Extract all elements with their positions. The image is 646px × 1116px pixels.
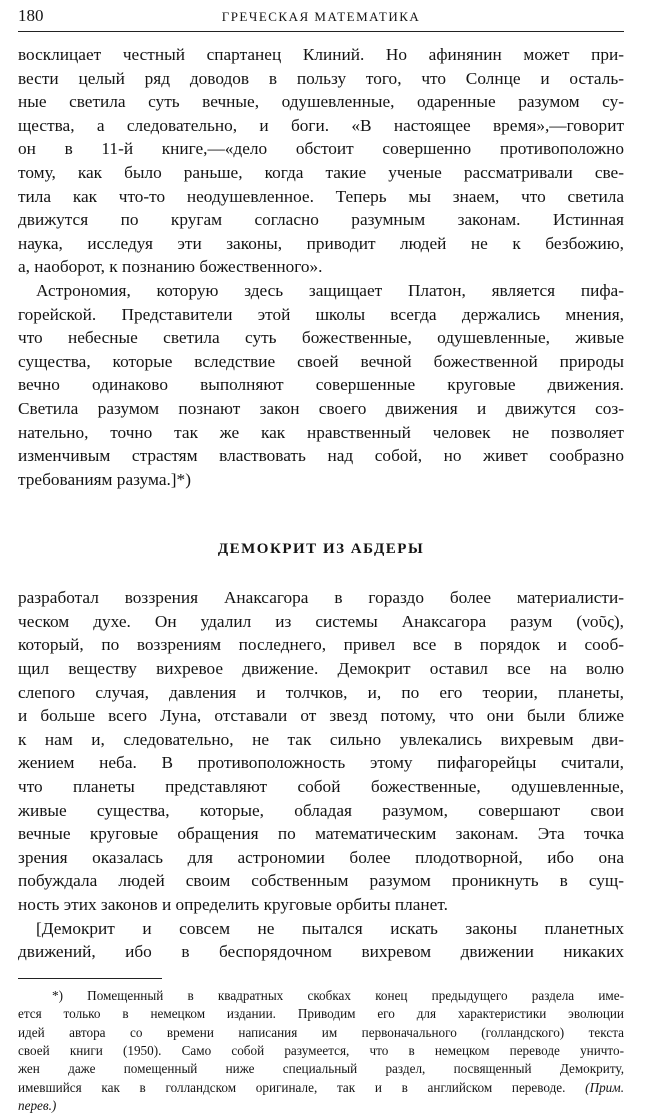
- text-line: зрения оказалась для астрономии более плодотворной, ибо она: [18, 847, 624, 867]
- footnote-line: ется только в немецком издании. Приводим его для характеристики эволюции: [18, 1006, 624, 1022]
- running-title: ГРЕЧЕСКАЯ МАТЕМАТИКА: [221, 9, 421, 24]
- footnote-line: идей автора со времени написания им первоначального (голландского) текста: [18, 1024, 624, 1040]
- text-line: вечно одинаково выполняют совершенные круговые движения.: [18, 375, 624, 395]
- running-head: [18, 6, 624, 32]
- footnote-line: [18, 1079, 624, 1097]
- text-line: разработал воззрения Анаксагора в гораздо более материалисти-: [18, 588, 624, 608]
- text-line: Астрономия, которую здесь защищает Платон, является пифа-: [36, 280, 624, 300]
- footnote: [18, 987, 624, 1116]
- text-line: и больше всего Луна, отставали от звезд потому, что они были ближе: [18, 706, 624, 726]
- paragraph-democritus-bracket: [18, 917, 624, 964]
- text-line: а, наоборот, к познанию божественного».: [18, 257, 323, 277]
- text-line: слепого случая, давления и толчков, и, по его теории, планеты,: [18, 682, 624, 702]
- text-line: движутся по кругам согласно разумным законам. Истинная: [18, 210, 624, 230]
- text-line: Светила разумом познают закон своего движения и движутся соз-: [18, 398, 624, 418]
- text-line: к нам и, следовательно, не так сильно увлекались вихревым дви-: [18, 729, 624, 749]
- footnote-translator-note: (Прим.: [585, 1079, 624, 1095]
- text-line: что планеты представляют собой божественные, одушевленные,: [18, 777, 624, 797]
- text-line: восклицает честный спартанец Клиний. Но афинянин может при-: [18, 45, 624, 64]
- footnote-line: своей книги (1950). Само собой разумеется, что в немецком переводе уничто-: [18, 1042, 624, 1058]
- text-line: что небесные светила суть божественные, одушевленные, живые: [18, 328, 624, 348]
- text-line: он в 11-й книге,—«дело обстоит совершенно противоположно: [18, 139, 624, 159]
- text-line: нательно, точно так же как нравственный человек не позволяет: [18, 422, 624, 442]
- text-line: побуждала людей своим собственным разумом проникнуть в сущ-: [18, 871, 624, 891]
- text-line: [Демокрит и совсем не пытался искать законы планетных: [36, 918, 624, 938]
- text-line: горейской. Представители этой школы всегда держались мнения,: [18, 304, 624, 324]
- text-line: требованиям разума.]*): [18, 469, 191, 489]
- footnote-rule: [18, 978, 162, 979]
- text-line: который, по воззрениям последнего, привел все в порядок и сооб-: [18, 635, 624, 655]
- text-line: вести целый ряд доводов в пользу того, что Солнце и осталь-: [18, 68, 624, 88]
- section-heading: ДЕМОКРИТ ИЗ АБДЕРЫ: [217, 541, 425, 558]
- paragraph-clinias-continuation: [18, 43, 624, 279]
- text-line: живые существа, которые, обладая разумом, совершают свои: [18, 800, 624, 820]
- footnote-line-text: имевшийся как в голландском оригинале, так и в английском переводе.: [18, 1079, 566, 1095]
- text-line: наука, исследуя эти законы, приводит людей не к безбожию,: [18, 233, 624, 253]
- text-line: ческом духе. Он удалил из системы Анаксагора разум (νοῦς),: [18, 611, 624, 631]
- footnote-line: жен даже помещенный ниже специальный раздел, посвященный Демокриту,: [18, 1061, 624, 1077]
- footnote-translator-note-end: перев.): [18, 1098, 57, 1114]
- text-line: ные светила суть вечные, одушевленные, одаренные разумом су-: [18, 92, 624, 112]
- footnote-line: *) Помещенный в квадратных скобках конец предыдущего раздела име-: [52, 987, 624, 1003]
- page-number: 180: [18, 6, 44, 25]
- text-line: движений, ибо в беспорядочном вихревом движении никаких: [18, 942, 624, 962]
- text-line: тому, как было раньше, когда такие ученые рассматривали све-: [18, 162, 624, 182]
- text-line: изменчивым страстям властвовать над собой, но живет сообразно: [18, 446, 624, 466]
- text-line: вечные круговые обращения по математическим законам. Эта точка: [18, 824, 624, 844]
- paragraph-democritus: [18, 586, 624, 916]
- text-line: ность этих законов и определить круговые орбиты планет.: [18, 895, 448, 914]
- text-line: жением неба. В противоположность этому пифагорейцы считали,: [18, 753, 624, 773]
- paragraph-pythagorean-astronomy: [18, 279, 624, 491]
- text-line: существа, которые вследствие своей вечной божественной природы: [18, 351, 624, 371]
- text-line: щил веществу вихревое движение. Демокрит оставил все на волю: [18, 659, 624, 679]
- text-line: щества, а следовательно, и боги. «В настоящее время»,—говорит: [18, 115, 624, 135]
- text-line: тила как что-то неодушевленное. Теперь мы знаем, что светила: [18, 186, 624, 206]
